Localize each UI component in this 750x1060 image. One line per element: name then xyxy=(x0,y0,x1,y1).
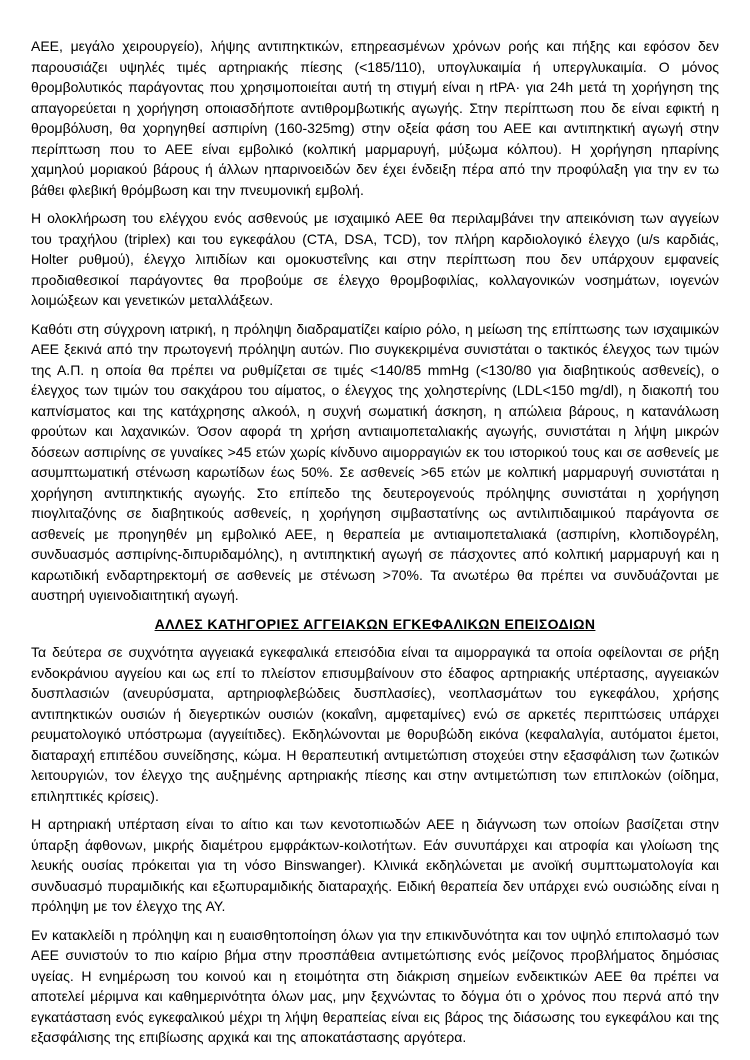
paragraph-prevention: Καθότι στη σύγχρονη ιατρική, η πρόληψη διαδραματίζει καίριο ρόλο, η μείωση της επίπτωσης των ισχαιμικών ΑΕΕ ξεκινά από την πρωτογενή πρόληψη αυτών. Πιο συγκεκριμένα συνιστάται ο τακτικός έλεγχος των τιμών της Α.Π. η οποία θα πρέπει να ρυθμίζεται σε τιμές <140/85 mmHg (<130/80 για διαβητικούς ασθενείς), ο έλεγχος των τιμών του σακχάρου του αίματος, ο έλεγχος της χοληστερίνης (LDL<150 mg/dl), η διακοπή του καπνίσματος και της κατάχρησης αλκοόλ, η συχνή σωματική άσκηση, η απώλεια βάρους, η κατανάλωση φρούτων και λαχανικών. Όσον αφορά τη χρήση αντιαιμοπεταλιακής αγωγής, συνιστάται η λήψη μικρών δόσεων ασπιρίνης σε γυναίκες >45 ετών χωρίς κίνδυνο αιμορραγιών εκ του ιστορικού τους και σε ασθενείς με ασυμπτωματική στένωση καρωτίδων έως 50%. Σε ασθενείς >65 ετών με κολπική μαρμαρυγή συνιστάται η χορήγηση αντιπηκτικής αγωγής. Στο επίπεδο της δευτερογενούς πρόληψης συνιστάται η χορήγηση πιογλιταζόνης σε διαβητικούς ασθενείς, η χορήγηση σιμβαστατίνης ως αντιλιπιδαιμικού παράγοντα σε ασθενείς με προηγηθέν μη εμβολικό ΑΕΕ, η θεραπεία με αντιαιμοπεταλιακά (ασπιρίνη, κλοπιδογρέλη, συνδυασμός ασπιρίνης-διπυριδαμόλης), η αντιπηκτική αγωγή σε πάσχοντες από κολπική μαρμαρυγή και η καρωτιδική ενδαρτηρεκτομή σε ασθενείς με στένωση >70%. Τα ανωτέρω θα πρέπει να συνδυάζονται με αυστηρή υγιεινοδιαιτητική αγωγή. xyxy=(31,320,719,603)
paragraph-acute-treatment: ΑΕΕ, μεγάλο χειρουργείο), λήψης αντιπηκτικών, επηρεασμένων χρόνων ροής και πήξης και εφόσον δεν παρουσιάζει υψηλές τιμές αρτηριακής πίεσης (<185/110), υπογλυκαιμία ή υπεργλυκαιμία. Ο μόνος θρομβολυτικός παράγοντας που χρησιμοποιείται αυτή τη στιγμή είναι η rtPA· για 24h μετά τη χορήγηση της απαγορεύεται η χορήγηση οποιασδήποτε αντιθρομβωτικής αγωγής. Στην περίπτωση που δε είναι εφικτή η θρομβόλυση, θα χορηγηθεί ασπιρίνη (160-325mg) στην οξεία φάση του ΑΕΕ και αντιπηκτική αγωγή στην περίπτωση που το ΑΕΕ είναι εμβολικό (κολπική μαρμαρυγή, μύξωμα κόλπου). Η χορήγηση ηπαρίνης χαμηλού μοριακού βάρους ή άλλων ηπαρινοειδών δεν έχει ένδειξη πέρα από την προφύλαξη για την εν τω βάθει φλεβική θρόμβωση και την πνευμονική εμβολή. xyxy=(31,38,719,198)
paragraph-conclusion: Εν κατακλείδι η πρόληψη και η ευαισθητοποίηση όλων για την επικινδυνότητα και τον υψηλό επιπολασμό των ΑΕΕ συνιστούν το πιο καίριο βήμα στην προσπάθεια αντιμετώπισης ενός μείζονος προβλήματος δημόσιας υγείας. Η ενημέρωση του κοινού και η ετοιμότητα στη διάκριση σημείων ενδεικτικών ΑΕΕ θα πρέπει να αποτελεί μέριμνα και καθημερινότητα όλων μας, μην ξεχνώντας το δόγμα ότι ο χρόνος που περνά από την εγκατάσταση ενός εγκεφαλικού μέχρι τη λήψη θεραπείας είναι εις βάρος της διάσωσης του εγκεφάλου και της εξασφάλισης της επιβίωσης αρχικά και της αποκατάστασης αργότερα. xyxy=(31,926,719,1045)
paragraph-lacunar-strokes: Η αρτηριακή υπέρταση είναι το αίτιο και των κενοτοπιωδών ΑΕΕ η διάγνωση των οποίων βασίζεται στην ύπαρξη άφθονων, μικρής διαμέτρου εμφράκτων-κοιλοτήτων. Εάν συνυπάρχει και ατροφία και γλοίωση της λευκής ουσίας πρόκειται για τη νόσο Binswanger). Κλινικά εκδηλώνεται με ανοϊκή συμπτωματολογία και συνδυασμό πυραμιδικής και εξωπυραμιδικής διαταραχής. Ειδική θεραπεία δεν υπάρχει ενώ ουσιώδης είναι η πρόληψη με τον έλεγχο της ΑΥ. xyxy=(31,816,719,914)
paragraph-hemorrhagic-strokes: Τα δεύτερα σε συχνότητα αγγειακά εγκεφαλικά επεισόδια είναι τα αιμορραγικά τα οποία οφείλονται σε ρήξη ενδοκράνιου αγγείου και ως επί το πλείστον επισυμβαίνουν στο έδαφος αρτηριακής υπέρτασης, αγγειακών δυσπλασιών (ανευρύσματα, αρτηριοφλεβώδεις δυσπλασίες), νεοπλασμάτων του εγκεφάλου, χρήσης αντιπηκτικών ουσιών ή διεγερτικών ουσιών (κοκαΐνη, αμφεταμίνες) ενώ σε αρκετές περιπτώσεις υπάρχει ρευματολογικό υπόστρωμα (αγγειίτιδες). Εκδηλώνονται με θορυβώδη εικόνα (κεφαλαλγία, αυτόματοι έμετοι, διαταραχή επιπέδου συνείδησης, κώμα. Η θεραπευτική αντιμετώπιση στοχεύει στην εξασφάλιση των ζωτικών λειτουργιών, τον έλεγχο της αυξημένης αρτηριακής πίεσης και στην αντιμετώπιση των επιπλοκών (οίδημα, επιληπτικές κρίσεις). xyxy=(31,644,719,804)
section-heading-other-stroke-categories: ΑΛΛΕΣ ΚΑΤΗΓΟΡΙΕΣ ΑΓΓΕΙΑΚΩΝ ΕΓΚΕΦΑΛΙΚΩΝ ΕΠΕΙΣΟΔΙΩΝ xyxy=(154,615,596,632)
paragraph-diagnostic-workup: Η ολοκλήρωση του ελέγχου ενός ασθενούς με ισχαιμικό ΑΕΕ θα περιλαμβάνει την απεικόνιση των αγγείων του τραχήλου (triplex) και του εγκεφάλου (CTA, DSA, TCD), τον πλήρη καρδιολογικό έλεγχο (u/s καρδιάς, Holter ρυθμού), έλεγχο λιπιδίων και ομοκυστεΐνης και στην περίπτωση που δεν υπάρχουν εμφανείς προδιαθεσικοί παράγοντες θα προβούμε σε έλεγχο θρομβοφιλίας, κολλαγονικών νοσημάτων, ιογενών λοιμώξεων και γενετικών μεταλλάξεων. xyxy=(31,210,719,308)
